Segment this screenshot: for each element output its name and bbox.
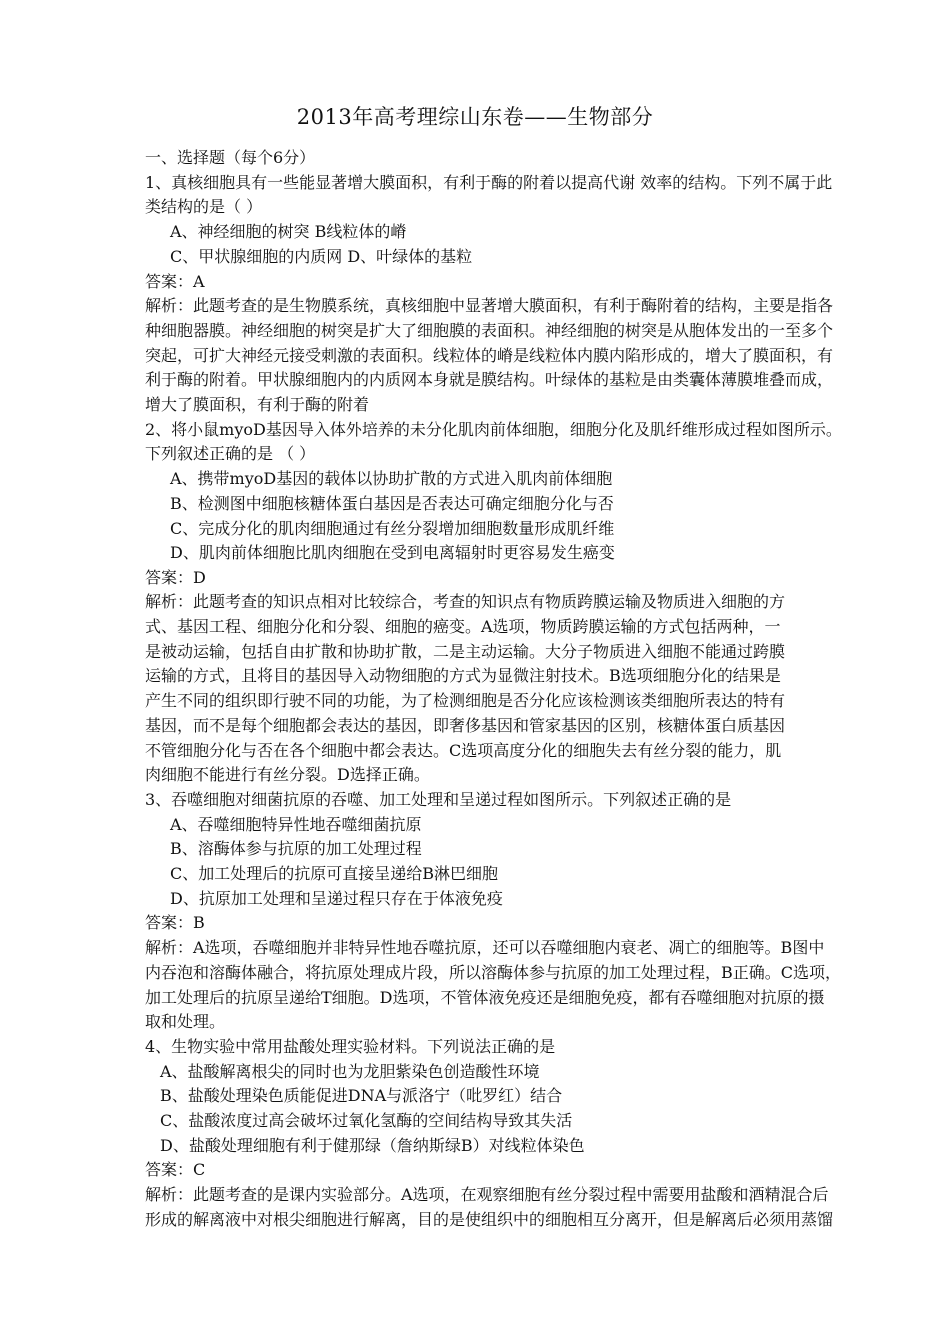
q2-analysis-line-1: 解析：此题考查的知识点相对比较综合，考查的知识点有物质跨膜运输及物质进入细胞的方 bbox=[145, 592, 786, 611]
q1-stem-line-2: 类结构的是（ ） bbox=[145, 197, 263, 216]
q2-analysis-line-8: 肉细胞不能进行有丝分裂。D选择正确。 bbox=[145, 765, 430, 784]
q2-option-a: A、携带myoD基因的载体以协助扩散的方式进入肌肉前体细胞 bbox=[170, 469, 613, 488]
q2-stem-line-1: 2、将小鼠myoD基因导入体外培养的未分化肌肉前体细胞，细胞分化及肌纤维形成过程如图所示。 bbox=[145, 420, 842, 439]
q2-stem-line-2: 下列叙述正确的是 （ ） bbox=[145, 444, 316, 463]
q4-option-c: C、盐酸浓度过高会破坏过氧化氢酶的空间结构导致其失活 bbox=[160, 1111, 573, 1130]
q2-option-d: D、肌肉前体细胞比肌肉细胞在受到电离辐射时更容易发生癌变 bbox=[170, 543, 615, 562]
q2-analysis-line-4: 运输的方式，且将目的基因导入动物细胞的方式为显微注射技术。B选项细胞分化的结果是 bbox=[145, 666, 781, 685]
q3-option-b: B、溶酶体参与抗原的加工处理过程 bbox=[170, 839, 422, 858]
q3-answer: 答案：B bbox=[145, 913, 205, 932]
q4-answer: 答案：C bbox=[145, 1160, 206, 1179]
section-heading: 一、选择题（每个6分） bbox=[145, 148, 316, 167]
q1-options-line-2: C、甲状腺细胞的内质网 D、叶绿体的基粒 bbox=[170, 247, 473, 266]
q2-analysis-line-3: 是被动运输，包括自由扩散和协助扩散，二是主动运输。大分子物质进入细胞不能通过跨膜 bbox=[145, 642, 786, 661]
q1-analysis-line-2: 种细胞器膜。神经细胞的树突是扩大了细胞膜的表面积。神经细胞的树突是从胞体发出的一至多个 bbox=[145, 321, 834, 340]
q3-stem-line-1: 3、吞噬细胞对细菌抗原的吞噬、加工处理和呈递过程如图所示。下列叙述正确的是 bbox=[145, 790, 732, 809]
q1-stem-line-1: 1、真核细胞具有一些能显著增大膜面积，有利于酶的附着以提高代谢 效率的结构。下列不属于此 bbox=[145, 173, 833, 192]
q3-option-a: A、吞噬细胞特异性地吞噬细菌抗原 bbox=[170, 815, 422, 834]
q1-options-line-1: A、神经细胞的树突 B线粒体的嵴 bbox=[170, 222, 407, 241]
q1-analysis-line-1: 解析：此题考查的是生物膜系统，真核细胞中显著增大膜面积，有利于酶附着的结构，主要是指各 bbox=[145, 296, 834, 315]
q4-option-a: A、盐酸解离根尖的同时也为龙胆紫染色创造酸性环境 bbox=[160, 1062, 540, 1081]
q1-analysis-line-4: 利于酶的附着。甲状腺细胞内的内质网本身就是膜结构。叶绿体的基粒是由类囊体薄膜堆叠而成， bbox=[145, 370, 834, 389]
document-title: 2013年高考理综山东卷——生物部分 bbox=[296, 105, 654, 129]
q2-analysis-line-2: 式、基因工程、细胞分化和分裂、细胞的癌变。A选项，物质跨膜运输的方式包括两种，一 bbox=[145, 617, 781, 636]
q2-analysis-line-6: 基因，而不是每个细胞都会表达的基因，即奢侈基因和管家基因的区别，核糖体蛋白质基因 bbox=[145, 716, 786, 735]
q1-answer: 答案：A bbox=[145, 272, 205, 291]
q1-analysis-line-5: 增大了膜面积，有利于酶的附着 bbox=[145, 395, 370, 414]
q3-analysis-line-2: 内吞泡和溶酶体融合，将抗原处理成片段，所以溶酶体参与抗原的加工处理过程，B正确。C选项， bbox=[145, 963, 842, 982]
q2-option-c: C、完成分化的肌肉细胞通过有丝分裂增加细胞数量形成肌纤维 bbox=[170, 519, 615, 538]
q2-analysis-line-7: 不管细胞分化与否在各个细胞中都会表达。C选项高度分化的细胞失去有丝分裂的能力，肌 bbox=[145, 741, 782, 760]
q4-analysis-line-1: 解析：此题考查的是课内实验部分。A选项，在观察细胞有丝分裂过程中需要用盐酸和酒精混合后 bbox=[145, 1185, 829, 1204]
q3-option-c: C、加工处理后的抗原可直接呈递给B淋巴细胞 bbox=[170, 864, 499, 883]
q4-option-d: D、盐酸处理细胞有利于健那绿（詹纳斯绿B）对线粒体染色 bbox=[160, 1136, 585, 1155]
q3-analysis-line-4: 取和处理。 bbox=[145, 1012, 226, 1031]
q4-stem-line-1: 4、生物实验中常用盐酸处理实验材料。下列说法正确的是 bbox=[145, 1037, 556, 1056]
q2-option-b: B、检测图中细胞核糖体蛋白基因是否表达可确定细胞分化与否 bbox=[170, 494, 614, 513]
q2-answer: 答案：D bbox=[145, 568, 206, 587]
q4-analysis-line-2: 形成的解离液中对根尖细胞进行解离，目的是使组织中的细胞相互分离开，但是解离后必须用蒸馏 bbox=[145, 1210, 834, 1229]
q3-analysis-line-1: 解析：A选项，吞噬细胞并非特异性地吞噬抗原，还可以吞噬细胞内衰老、凋亡的细胞等。B图中 bbox=[145, 938, 825, 957]
q2-analysis-line-5: 产生不同的组织即行驶不同的功能，为了检测细胞是否分化应该检测该类细胞所表达的特有 bbox=[145, 691, 786, 710]
q3-option-d: D、抗原加工处理和呈递过程只存在于体液免疫 bbox=[170, 889, 503, 908]
q4-option-b: B、盐酸处理染色质能促进DNA与派洛宁（吡罗红）结合 bbox=[160, 1086, 563, 1105]
q3-analysis-line-3: 加工处理后的抗原呈递给T细胞。D选项，不管体液免疫还是细胞免疫，都有吞噬细胞对抗原的摄 bbox=[145, 988, 825, 1007]
q1-analysis-line-3: 突起，可扩大神经元接受刺激的表面积。线粒体的嵴是线粒体内膜内陷形成的，增大了膜面积，有 bbox=[145, 346, 834, 365]
